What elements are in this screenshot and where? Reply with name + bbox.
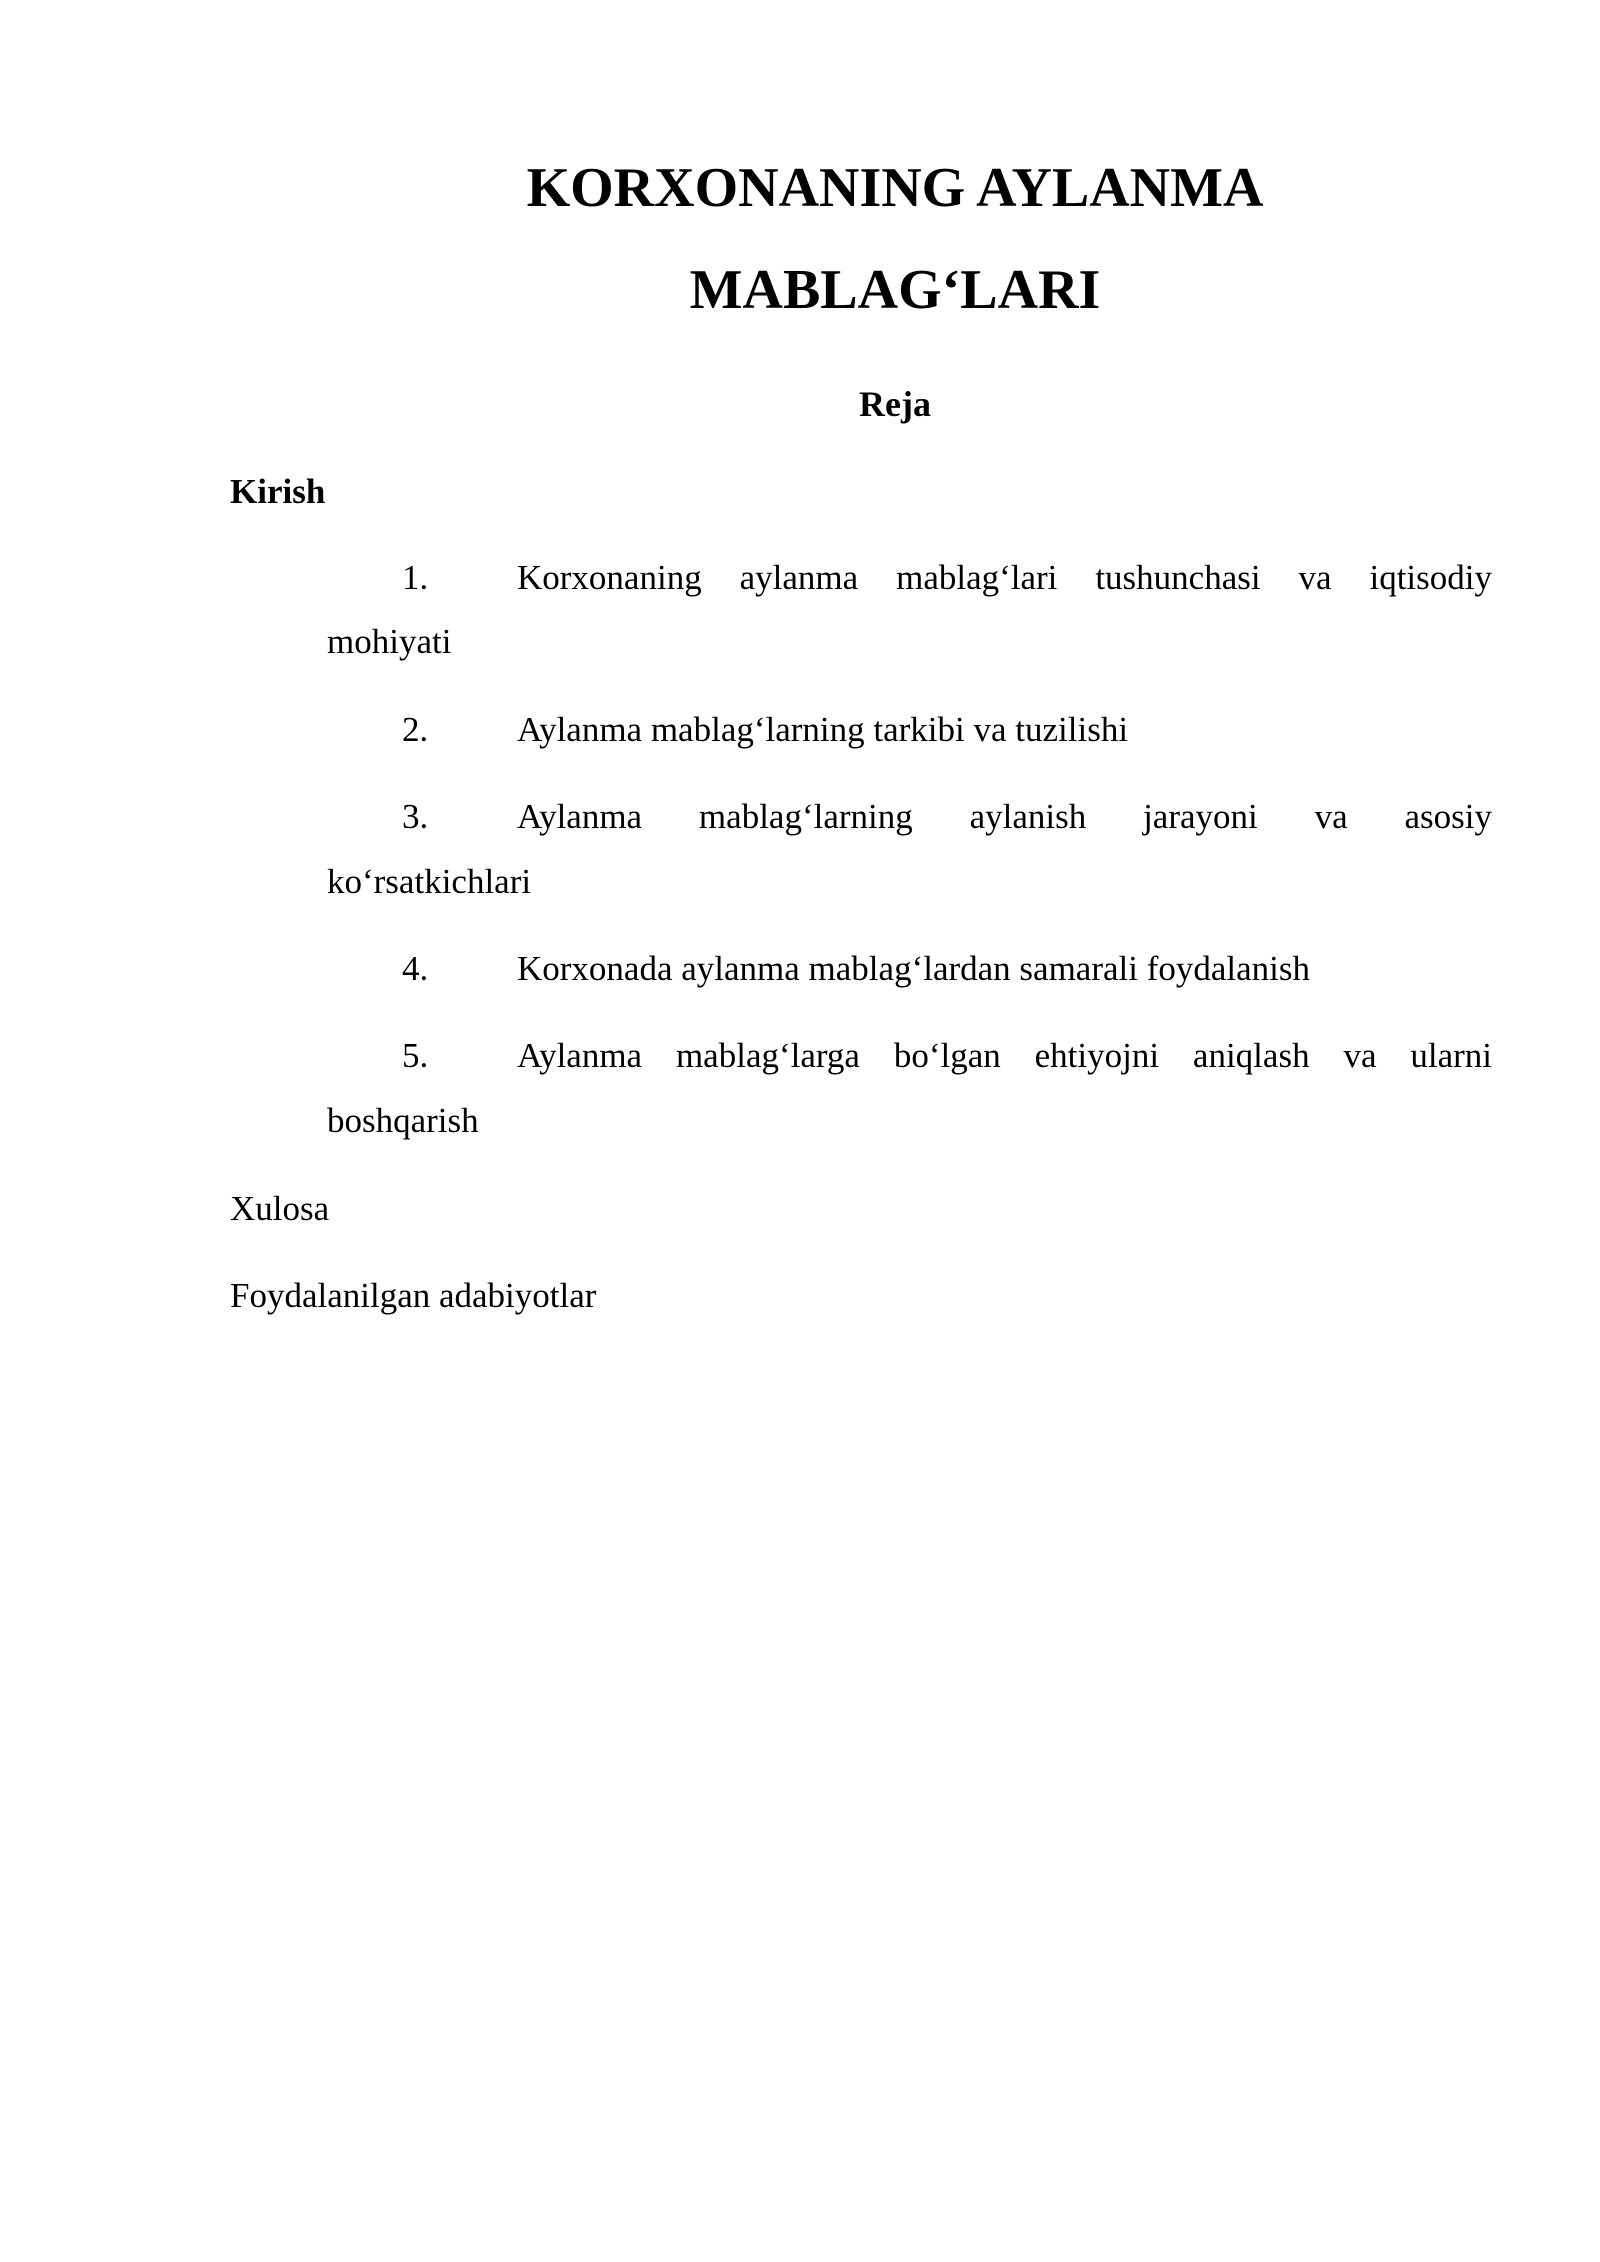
list-item-number: 2. bbox=[402, 710, 429, 749]
list-item-continuation: mohiyati bbox=[327, 622, 452, 661]
list-item-number: 4. bbox=[402, 949, 429, 988]
list-item-number: 1. bbox=[402, 558, 429, 597]
list-item-text: Aylanma mablag‘larning aylanish jarayoni va asosiy bbox=[517, 797, 1492, 836]
document-title-line-2: MABLAG‘LARI bbox=[689, 259, 1101, 321]
list-item-number: 3. bbox=[402, 797, 429, 836]
list-item-continuation: ko‘rsatkichlari bbox=[327, 862, 532, 901]
plan-heading: Reja bbox=[859, 384, 931, 424]
list-item-text: Korxonaning aylanma mablag‘lari tushunchasi va iqtisodiy bbox=[517, 558, 1492, 597]
list-item-continuation: boshqarish bbox=[327, 1101, 479, 1140]
list-item-text: Korxonada aylanma mablag‘lardan samarali foydalanish bbox=[517, 949, 1311, 988]
intro-heading: Kirish bbox=[230, 472, 326, 511]
list-item-number: 5. bbox=[402, 1036, 429, 1075]
conclusion-heading: Xulosa bbox=[230, 1189, 330, 1228]
list-item-text: Aylanma mablag‘larning tarkibi va tuzilishi bbox=[517, 710, 1129, 749]
references-heading: Foydalanilgan adabiyotlar bbox=[230, 1276, 597, 1315]
list-item-text: Aylanma mablag‘larga bo‘lgan ehtiyojni aniqlash va ularni bbox=[517, 1036, 1492, 1075]
document-title-line-1: KORXONANING AYLANMA bbox=[526, 157, 1264, 219]
